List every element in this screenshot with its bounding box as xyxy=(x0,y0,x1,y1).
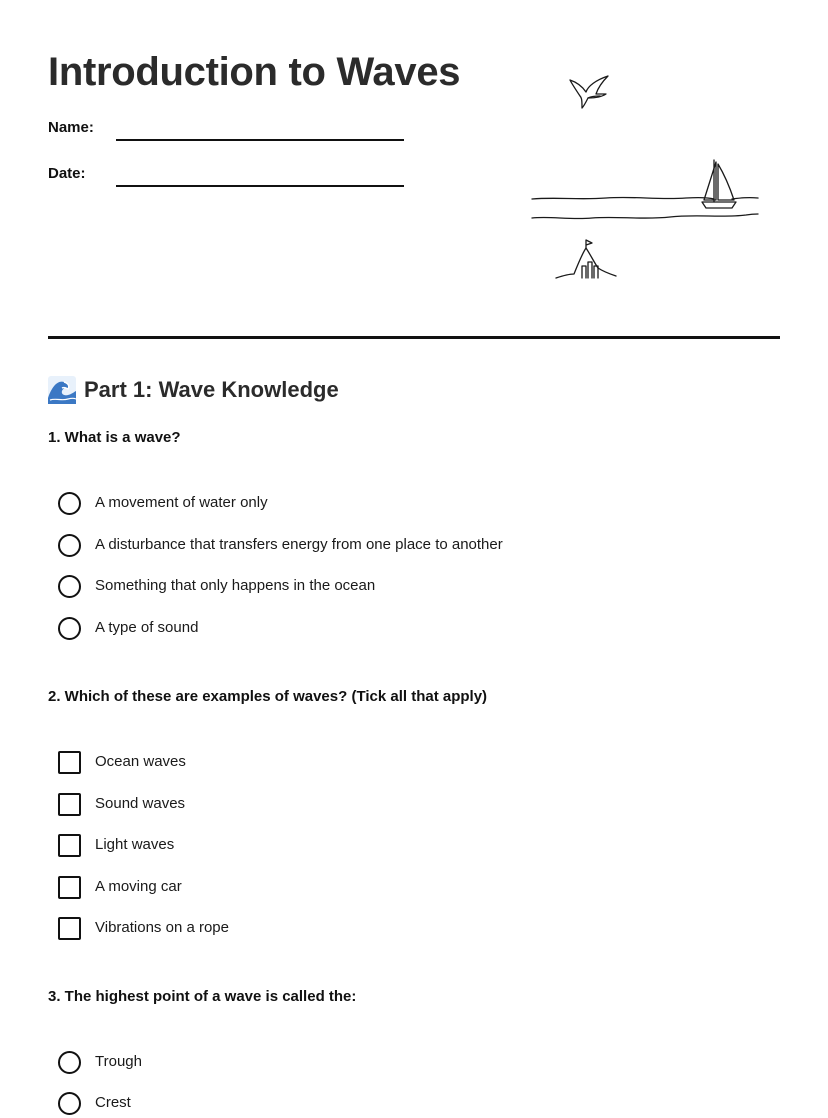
radio-button[interactable] xyxy=(58,492,81,515)
date-field xyxy=(48,164,408,188)
option-label: Ocean waves xyxy=(95,753,186,770)
option-label: A disturbance that transfers energy from one place to another xyxy=(95,536,503,553)
q2-option-4[interactable] xyxy=(58,875,182,899)
q2-option-5[interactable] xyxy=(58,916,229,940)
part1-heading xyxy=(48,374,339,406)
question-3-prompt: 3. The highest point of a wave is called the: xyxy=(48,988,357,1005)
seagull-icon xyxy=(570,76,608,108)
option-label: Trough xyxy=(95,1053,142,1070)
option-label: Sound waves xyxy=(95,795,186,812)
q1-option-1[interactable] xyxy=(58,491,268,515)
checkbox[interactable] xyxy=(58,876,81,899)
q2-option-2[interactable] xyxy=(58,792,185,816)
part1-title: Part 1: Wave Knowledge xyxy=(84,377,339,402)
option-label: Something that only happens in the ocean xyxy=(95,577,376,594)
question-2-prompt: 2. Which of these are examples of waves? (Tick all that apply) xyxy=(48,688,488,705)
option-label: Vibrations on a rope xyxy=(95,919,229,936)
q2-option-3[interactable] xyxy=(58,833,174,857)
q3-option-2[interactable] xyxy=(58,1091,131,1115)
radio-button[interactable] xyxy=(58,575,81,598)
worksheet-title: Introduction to Waves xyxy=(48,50,461,94)
date-label: Date: xyxy=(48,165,86,182)
water-line-top xyxy=(532,197,758,199)
radio-button[interactable] xyxy=(58,1051,81,1074)
question-1-prompt: 1. What is a wave? xyxy=(48,429,181,446)
q1-option-4[interactable] xyxy=(58,616,198,640)
option-label: Crest xyxy=(95,1094,131,1111)
radio-button[interactable] xyxy=(58,617,81,640)
option-label: Light waves xyxy=(95,836,175,853)
section-divider xyxy=(48,336,780,339)
name-label: Name: xyxy=(48,119,94,136)
beach-illustration xyxy=(526,68,766,288)
q3-option-1[interactable] xyxy=(58,1050,142,1074)
name-input-line[interactable] xyxy=(116,139,404,141)
checkbox[interactable] xyxy=(58,834,81,857)
option-label: A movement of water only xyxy=(95,494,268,511)
q2-option-1[interactable] xyxy=(58,750,186,774)
option-label: A moving car xyxy=(95,878,182,895)
radio-button[interactable] xyxy=(58,1092,81,1115)
radio-button[interactable] xyxy=(58,534,81,557)
water-line-bottom xyxy=(532,214,758,219)
ocean-wave-icon xyxy=(48,376,76,404)
q1-option-2[interactable] xyxy=(58,533,503,557)
q1-option-3[interactable] xyxy=(58,574,375,598)
sandcastle-icon xyxy=(556,240,616,278)
name-field xyxy=(48,118,408,142)
option-label: A type of sound xyxy=(95,619,199,636)
checkbox[interactable] xyxy=(58,751,81,774)
checkbox[interactable] xyxy=(58,793,81,816)
sailboat-icon xyxy=(702,160,736,208)
checkbox[interactable] xyxy=(58,917,81,940)
date-input-line[interactable] xyxy=(116,185,404,187)
